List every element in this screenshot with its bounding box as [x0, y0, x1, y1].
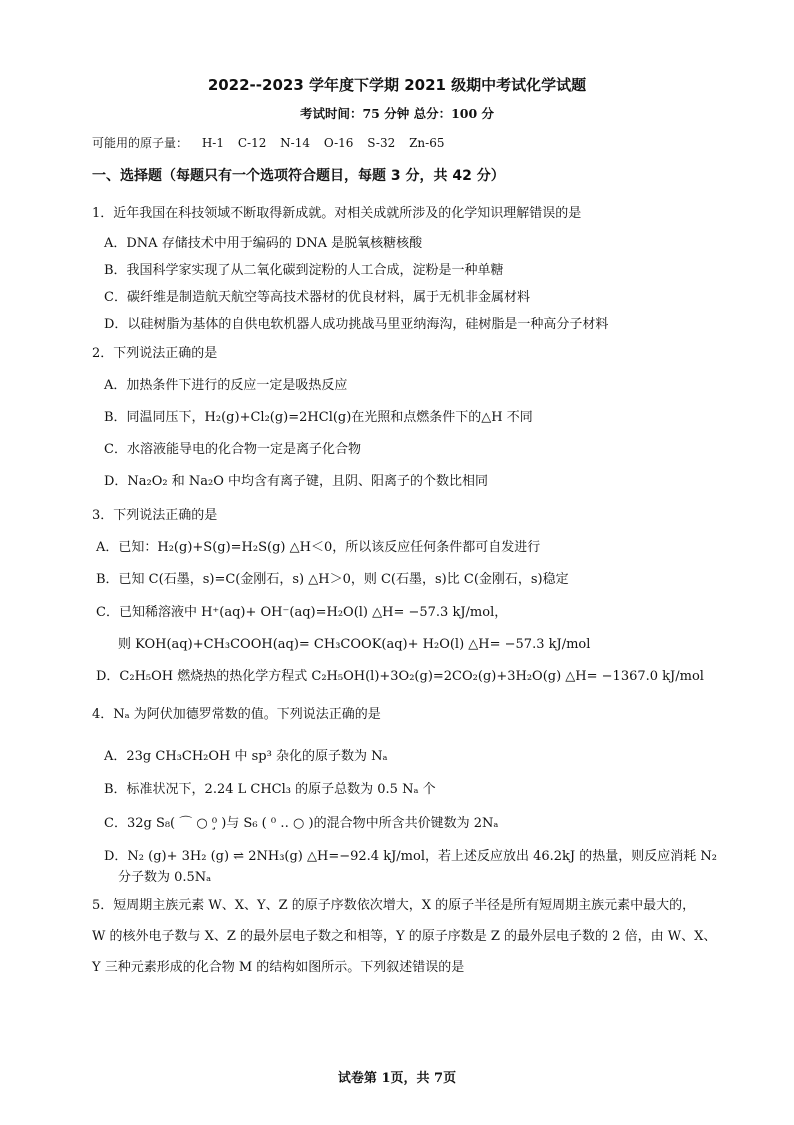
question-5-line-1: 5．短周期主族元素 W、X、Y、Z 的原子序数依次增大，X 的原子半径是所有短周期主族元素中最大的， — [92, 898, 696, 913]
question-2-stem: 2．下列说法正确的是 — [92, 346, 218, 361]
question-4-option-a: A．23g CH₃CH₂OH 中 sp³ 杂化的原子数为 Nₐ — [104, 749, 388, 764]
question-2-option-a: A．加热条件下进行的反应一定是吸热反应 — [104, 378, 348, 393]
mass-zn: Zn-65 — [409, 136, 445, 150]
question-4-option-b: B．标准状况下，2.24 L CHCl₃ 的原子总数为 0.5 Nₐ 个 — [104, 782, 436, 797]
question-5-line-2: W 的核外电子数与 X、Z 的最外层电子数之和相等，Y 的原子序数是 Z 的最外层电子数的 2 倍，由 W、X、 — [92, 929, 717, 944]
question-4-option-d-continued: 分子数为 0.5Nₐ — [118, 870, 212, 885]
mass-s: S-32 — [367, 136, 396, 150]
page-footer: 试卷第 1页，共 7页 — [337, 1071, 457, 1086]
exam-info: 考试时间：75 分钟 总分：100 分 — [299, 106, 495, 121]
question-3-option-a: A．已知：H₂(g)+S(g)=H₂S(g) △H＜0，所以该反应任何条件都可自发进行 — [96, 540, 541, 555]
mass-o: O-16 — [323, 136, 354, 150]
question-1-option-a: A．DNA 存储技术中用于编码的 DNA 是脱氧核糖核酸 — [104, 236, 423, 251]
mass-n: N-14 — [280, 136, 310, 150]
question-4-option-c: C．32g S₈( ⌒ ○ ⁰̧ )与 S₆ ( ⁰ ‥ ○ )的混合物中所含共价键数为 2Nₐ — [104, 816, 499, 831]
question-3-option-b: B．已知 C(石墨，s)=C(金刚石，s) △H＞0，则 C(石墨，s)比 C(金刚石，s)稳定 — [96, 572, 569, 587]
question-5-line-3: Y 三种元素形成的化合物 M 的结构如图所示。下列叙述错误的是 — [92, 960, 465, 975]
atomic-masses — [92, 134, 444, 151]
question-4-stem: 4．Nₐ 为阿伏加德罗常数的值。下列说法正确的是 — [92, 707, 381, 722]
question-3-option-c-continued: 则 KOH(aq)+CH₃COOH(aq)= CH₃COOK(aq)+ H₂O(l) △H= −57.3 kJ/mol — [118, 637, 591, 652]
section-heading: 一、选择题（每题只有一个选项符合题目，每题 3 分，共 42 分） — [92, 168, 505, 184]
question-1-option-b: B．我国科学家实现了从二氧化碳到淀粉的人工合成，淀粉是一种单糖 — [104, 263, 504, 278]
question-4-option-d: D．N₂ (g)+ 3H₂ (g) ⇌ 2NH₃(g) △H=−92.4 kJ/mol，若上述反应放出 46.2kJ 的热量，则反应消耗 N₂ — [104, 849, 717, 864]
atomic-masses-label: 可能用的原子量： — [92, 136, 189, 150]
question-1-option-d: D．以硅树脂为基体的自供电软机器人成功挑战马里亚纳海沟，硅树脂是一种高分子材料 — [104, 317, 609, 332]
question-3-stem: 3．下列说法正确的是 — [92, 508, 218, 523]
page-title: 2022--2023 学年度下学期 2021 级期中考试化学试题 — [207, 76, 587, 94]
question-1-stem: 1．近年我国在科技领域不断取得新成就。对相关成就所涉及的化学知识理解错误的是 — [92, 206, 582, 221]
mass-c: C-12 — [237, 136, 267, 150]
question-2-option-c: C．水溶液能导电的化合物一定是离子化合物 — [104, 442, 361, 457]
question-3-option-d: D．C₂H₅OH 燃烧热的热化学方程式 C₂H₅OH(l)+3O₂(g)=2CO₂(g)+3H₂O(g) △H= −1367.0 kJ/mol — [96, 669, 704, 684]
question-2-option-b: B．同温同压下，H₂(g)+Cl₂(g)=2HCl(g)在光照和点燃条件下的△H 不同 — [104, 410, 533, 425]
question-1-option-c: C．碳纤维是制造航天航空等高技术器材的优良材料，属于无机非金属材料 — [104, 290, 530, 305]
mass-h: H-1 — [201, 136, 224, 150]
question-2-option-d: D．Na₂O₂ 和 Na₂O 中均含有离子键，且阴、阳离子的个数比相同 — [104, 474, 489, 489]
question-3-option-c: C．已知稀溶液中 H⁺(aq)+ OH⁻(aq)=H₂O(l) △H= −57.3 kJ/mol， — [96, 605, 508, 620]
